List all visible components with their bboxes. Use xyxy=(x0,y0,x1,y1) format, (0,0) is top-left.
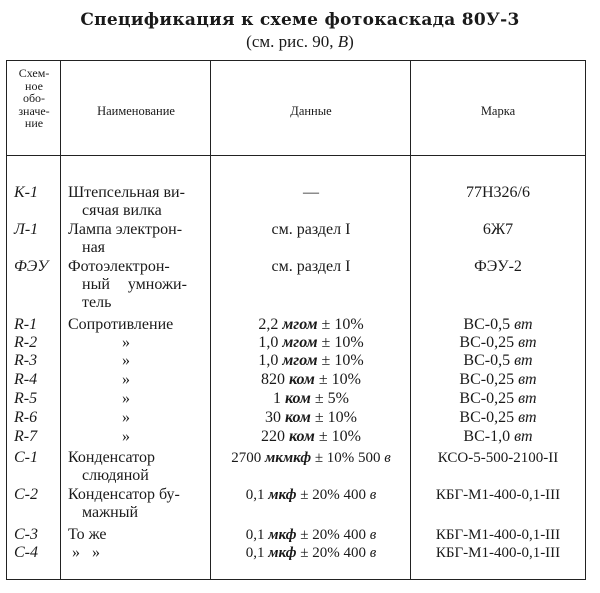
row-name-line: сячая вилка xyxy=(82,202,162,219)
row-value: 1,0 xyxy=(258,352,279,369)
row-unit: мкф xyxy=(268,545,297,561)
row-name xyxy=(68,184,208,220)
row-mark-unit: вт xyxy=(518,409,537,426)
row-tolerance: ± 20% 400 xyxy=(300,545,366,561)
row-unit: ком xyxy=(289,371,315,388)
row-value: 0,1 xyxy=(245,487,265,503)
row-tolerance: ± 5% xyxy=(314,390,349,407)
row-name xyxy=(68,486,208,522)
row-unit: мкф xyxy=(268,527,297,543)
row-name: » xyxy=(122,428,130,445)
row-mark: 6Ж7 xyxy=(482,221,514,238)
row-code: R-1 xyxy=(14,316,38,333)
row-unit: мгом xyxy=(282,316,318,333)
subtitle-close: ) xyxy=(348,32,354,51)
row-value: 1 xyxy=(273,390,282,407)
row-name-line: Конденсатор бу- xyxy=(68,486,180,503)
row-name-line: Фотоэлектрон- xyxy=(68,258,170,275)
row-data xyxy=(212,371,410,389)
row-value: 0,1 xyxy=(245,545,265,561)
row-code: Л-1 xyxy=(14,221,39,238)
page-title: Спецификация к схеме фотокаскада 80У-3 xyxy=(80,10,520,30)
row-value: 1,0 xyxy=(258,334,279,351)
row-unit: мгом xyxy=(282,334,318,351)
row-code: С-3 xyxy=(14,526,38,543)
row-unit: ком xyxy=(285,390,311,407)
header-code-line: ние xyxy=(24,116,44,130)
header-name: Наименование xyxy=(97,104,175,118)
row-data xyxy=(212,390,410,408)
row-name-line: ный умножи- xyxy=(82,276,187,293)
row-tolerance: ± 20% 400 xyxy=(300,487,366,503)
row-name-line: ная xyxy=(82,239,106,256)
row-tolerance: ± 10% xyxy=(321,352,364,369)
row-code: С-1 xyxy=(14,449,38,466)
row-code: С-4 xyxy=(14,544,38,561)
header-code-line: обо- xyxy=(22,91,46,105)
row-data xyxy=(212,409,410,427)
subtitle-figure: В xyxy=(337,32,349,51)
row-tolerance: ± 10% xyxy=(321,334,364,351)
row-name: » » xyxy=(72,544,100,561)
header-divider xyxy=(6,155,586,156)
row-mark-base: ВС-0,25 xyxy=(459,371,515,388)
header-mark: Марка xyxy=(480,104,516,118)
row-tolerance: ± 20% 400 xyxy=(300,527,366,543)
row-name-line: тель xyxy=(82,294,112,311)
header-data: Данные xyxy=(290,104,332,118)
row-value: 2,2 xyxy=(258,316,279,333)
row-data: см. раздел I xyxy=(271,221,351,238)
row-name-line: Конденсатор xyxy=(68,449,156,466)
row-mark-base: ВС-0,25 xyxy=(459,334,515,351)
column-divider-1 xyxy=(60,60,61,580)
row-volt-unit: в xyxy=(369,545,377,561)
header-code-line: Схем- xyxy=(18,66,50,80)
row-name: То же xyxy=(68,526,107,543)
row-tolerance: ± 10% 500 xyxy=(314,450,381,466)
row-name xyxy=(68,258,208,312)
row-code: R-6 xyxy=(14,409,38,426)
row-mark xyxy=(412,316,584,334)
row-mark xyxy=(412,352,584,370)
row-volt-unit: в xyxy=(384,450,391,466)
row-mark: КБГ-М1-400-0,1-III xyxy=(435,487,561,503)
row-data xyxy=(212,486,410,504)
row-mark: 77Н326/6 xyxy=(466,184,530,201)
row-mark xyxy=(412,371,584,389)
row-code: R-4 xyxy=(14,371,38,388)
row-name: » xyxy=(122,409,130,426)
row-mark xyxy=(412,334,584,352)
row-code: С-2 xyxy=(14,486,38,503)
row-name-line: Штепсельная ви- xyxy=(68,184,185,201)
row-name: » xyxy=(122,371,130,388)
row-data xyxy=(212,316,410,334)
row-data xyxy=(212,352,410,370)
row-code: R-5 xyxy=(14,390,38,407)
column-divider-3 xyxy=(410,60,411,580)
row-data: — xyxy=(303,184,319,201)
row-value: 2700 xyxy=(231,450,262,466)
row-mark-unit: вт xyxy=(518,371,537,388)
row-mark xyxy=(412,428,584,446)
row-mark-unit: вт xyxy=(518,334,537,351)
header-code-line: ное xyxy=(25,78,43,93)
row-value: 30 xyxy=(265,409,282,426)
row-volt-unit: в xyxy=(369,527,377,543)
row-value: 0,1 xyxy=(245,527,265,543)
row-name-line: мажный xyxy=(82,504,139,521)
row-data xyxy=(212,334,410,352)
row-mark-unit: вт xyxy=(514,316,533,333)
row-name-line: слюдяной xyxy=(82,467,149,484)
row-mark xyxy=(412,390,584,408)
row-mark-base: ВС-0,25 xyxy=(459,409,515,426)
row-code: К-1 xyxy=(14,184,38,201)
row-code: R-7 xyxy=(14,428,38,445)
row-mark: КСО-5-500-2100-II xyxy=(437,450,559,466)
row-unit: ком xyxy=(289,428,315,445)
row-tolerance: ± 10% xyxy=(321,316,364,333)
row-tolerance: ± 10% xyxy=(314,409,357,426)
row-data xyxy=(212,449,410,467)
row-value: 820 xyxy=(261,371,286,388)
row-code: R-2 xyxy=(14,334,38,351)
row-name-line: Лампа электрон- xyxy=(68,221,183,238)
row-tolerance: ± 10% xyxy=(318,428,361,445)
row-mark xyxy=(412,409,584,427)
row-code: R-3 xyxy=(14,352,38,369)
row-name xyxy=(68,221,208,257)
row-tolerance: ± 10% xyxy=(318,371,361,388)
subtitle-open: (см. рис. 90, xyxy=(246,32,334,51)
row-data xyxy=(212,428,410,446)
row-volt-unit: в xyxy=(369,487,377,503)
row-mark: КБГ-М1-400-0,1-III xyxy=(435,527,561,543)
page-subtitle xyxy=(0,32,600,52)
column-divider-2 xyxy=(210,60,211,580)
row-data xyxy=(212,544,410,562)
row-name xyxy=(68,449,208,485)
row-mark-base: ВС-0,25 xyxy=(459,390,515,407)
header-code xyxy=(8,67,60,130)
row-code: ФЭУ xyxy=(14,258,49,275)
row-unit: ком xyxy=(285,409,311,426)
row-mark-base: ВС-0,5 xyxy=(463,316,511,333)
row-unit: мкф xyxy=(268,487,297,503)
row-mark-unit: вт xyxy=(518,390,537,407)
row-value: 220 xyxy=(261,428,286,445)
row-mark-unit: вт xyxy=(514,428,533,445)
row-mark: ФЭУ-2 xyxy=(474,258,522,275)
row-name: » xyxy=(122,352,130,369)
row-name: Сопротивление xyxy=(68,316,174,333)
row-unit: мкмкф xyxy=(264,450,312,466)
row-name: » xyxy=(122,390,130,407)
row-name: » xyxy=(122,334,130,351)
row-mark: КБГ-М1-400-0,1-III xyxy=(435,545,561,561)
row-data xyxy=(212,526,410,544)
row-mark-base: ВС-1,0 xyxy=(463,428,511,445)
row-mark-base: ВС-0,5 xyxy=(463,352,511,369)
row-data: см. раздел I xyxy=(271,258,351,275)
row-mark-unit: вт xyxy=(514,352,533,369)
header-code-line: значе- xyxy=(18,103,50,118)
row-unit: мгом xyxy=(282,352,318,369)
